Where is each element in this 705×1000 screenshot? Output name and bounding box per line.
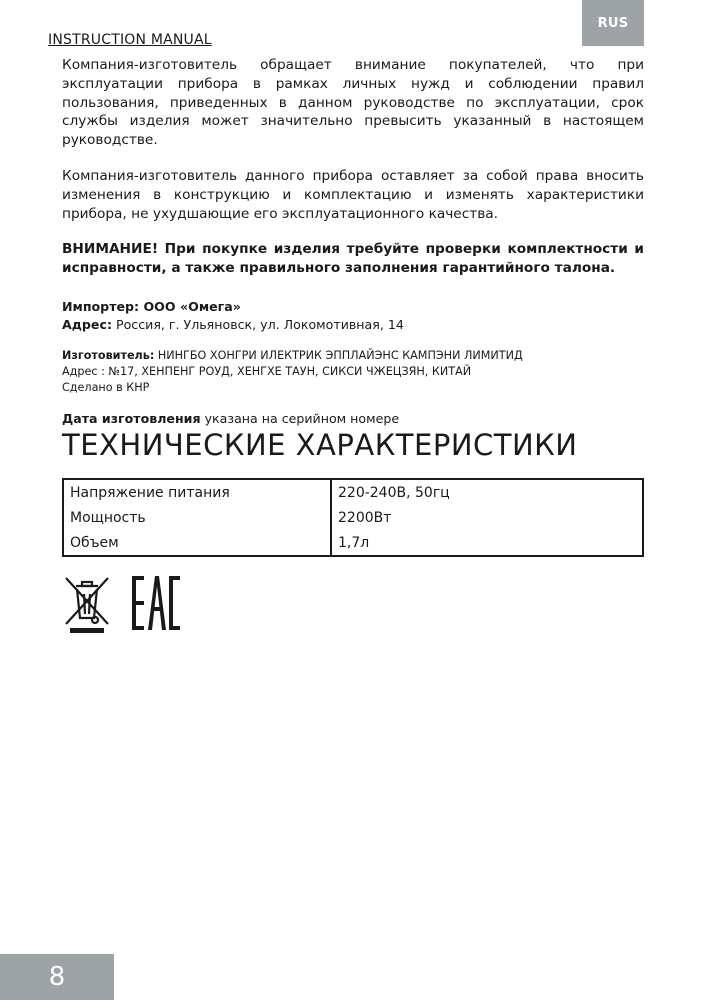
table-row	[63, 479, 643, 505]
spec-label: Мощность	[63, 505, 331, 530]
spec-label: Объем	[63, 530, 331, 556]
manufacturer-origin: Сделано в КНР	[62, 380, 150, 394]
manufacturer-label: Изготовитель:	[62, 348, 155, 362]
warning-text: ВНИМАНИЕ! При покупке изделия требуйте проверки комплектности и исправности, а также правильного заполнения гарантийного талона.	[62, 241, 644, 277]
paragraph-changes: Компания-изготовитель данного прибора оставляет за собой права вносить изменения в конструкцию и комплектацию и изменять характеристики прибора, не ухудшающие его эксплуатационного качества.	[62, 167, 644, 222]
manufacture-date-label: Дата изготовления	[62, 410, 201, 426]
manufacture-date	[62, 410, 644, 429]
table-row	[63, 530, 643, 556]
manufacturer-block	[62, 348, 644, 396]
spec-value: 2200Вт	[338, 509, 392, 526]
specs-title: ТЕХНИЧЕСКИЕ ХАРАКТЕРИСТИКИ	[62, 428, 578, 462]
eac-mark-icon	[130, 574, 182, 632]
weee-crossed-bin-icon	[62, 574, 112, 634]
specs-table	[62, 478, 644, 557]
manufacturer-name: НИНГБО ХОНГРИ ИЛЕКТРИК ЭППЛАЙЭНС КАМПЭНИ ЛИМИТИД	[157, 348, 523, 362]
manual-label: INSTRUCTION MANUAL	[48, 32, 212, 48]
table-row	[63, 505, 643, 530]
manufacturer-address: Адрес : №17, ХЕНПЕНГ РОУД, ХЕНГХЕ ТАУН, СИКСИ ЧЖЕЦЗЯН, КИТАЙ	[62, 364, 472, 378]
language-badge: RUS	[582, 0, 644, 46]
manufacture-date-value: указана на серийном номере	[204, 410, 400, 426]
importer-address-label: Адрес:	[62, 316, 112, 332]
main-content	[62, 56, 644, 429]
importer-label: Импортер: ООО «Омега»	[62, 298, 241, 314]
importer-address: Россия, г. Ульяновск, ул. Локомотивная, 14	[116, 316, 404, 332]
importer-block	[62, 298, 644, 334]
spec-value: 1,7л	[338, 534, 370, 551]
page-number: 8	[0, 954, 114, 1000]
spec-label: Напряжение питания	[63, 479, 331, 505]
certification-icons	[62, 574, 182, 634]
spec-value: 220-240В, 50гц	[338, 484, 450, 501]
paragraph-service-life: Компания-изготовитель обращает внимание покупателей, что при эксплуатации прибора в рамках личных нужд и соблюдении правил пользования, приведенных в данном руководстве по эксплуатации, срок службы изделия может значительно превысить указанный в настоящем руководстве.	[62, 57, 644, 149]
